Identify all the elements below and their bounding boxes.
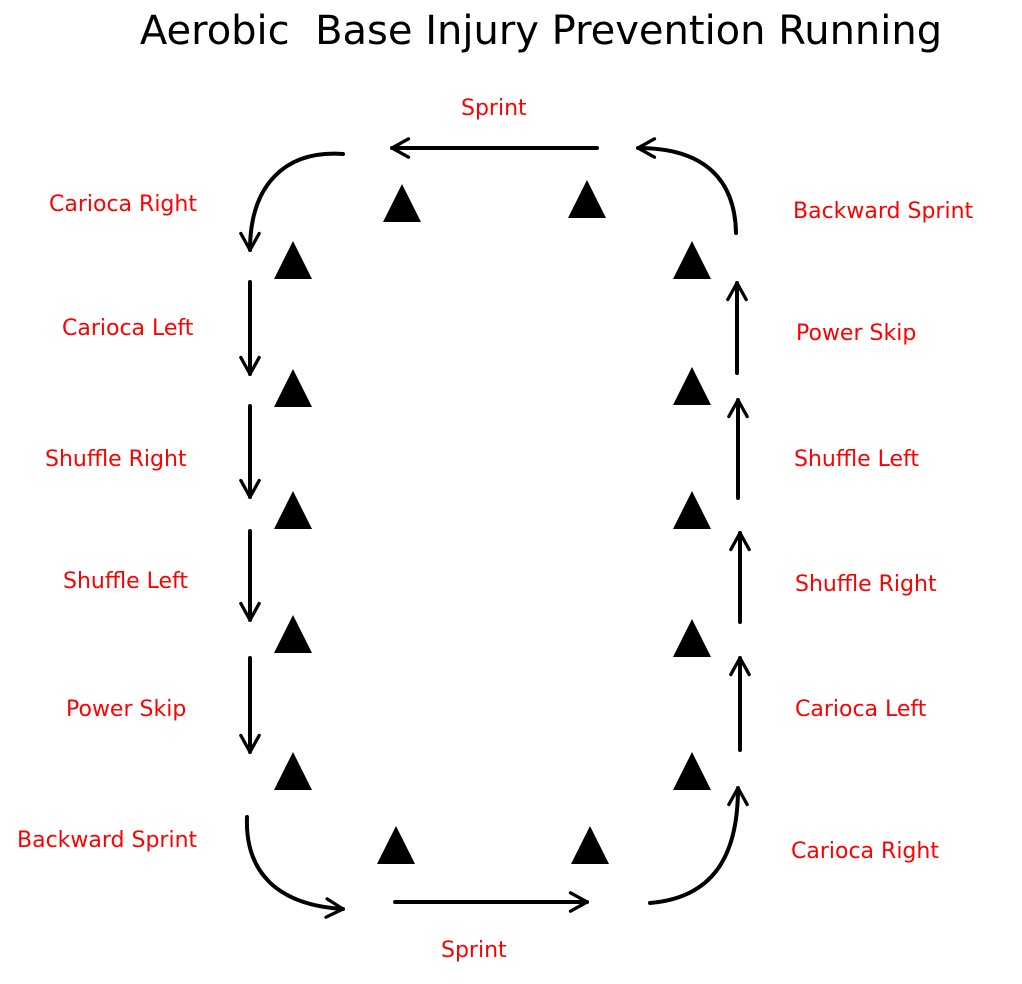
label-left-power-skip: Power Skip [66,697,187,722]
cone-icon [673,619,711,657]
cone-icon [673,752,711,790]
cone-icon [274,241,312,279]
label-right-power-skip: Power Skip [796,321,917,346]
label-right-shuffle-left: Shuffle Left [794,447,920,472]
label-bottom-sprint: Sprint [441,938,507,963]
arrow-icon [638,148,736,233]
cone-icon [571,826,609,864]
label-left-carioca-right: Carioca Right [49,192,197,217]
cone-icon [274,369,312,407]
arrow-icon [247,817,343,909]
diagram-title: Aerobic Base Injury Prevention Running [139,8,943,54]
label-top-sprint: Sprint [461,96,527,121]
cone-icon [274,752,312,790]
arrow-icon [650,788,738,903]
label-left-backward-sprint: Backward Sprint [17,828,198,853]
label-right-carioca-left: Carioca Left [795,697,927,722]
label-right-carioca-right: Carioca Right [791,839,939,864]
arrow-icon [250,154,343,250]
cone-icon [377,826,415,864]
cone-icon [274,615,312,653]
label-right-shuffle-right: Shuffle Right [795,572,937,597]
label-left-shuffle-left: Shuffle Left [63,569,189,594]
cone-icon [673,241,711,279]
label-right-backward-sprint: Backward Sprint [793,199,974,224]
cone-icon [274,491,312,529]
cone-icon [673,367,711,405]
cone-icon [568,180,606,218]
label-left-shuffle-right: Shuffle Right [45,447,187,472]
label-left-carioca-left: Carioca Left [62,316,194,341]
cone-icon [673,491,711,529]
cone-icon [383,184,421,222]
